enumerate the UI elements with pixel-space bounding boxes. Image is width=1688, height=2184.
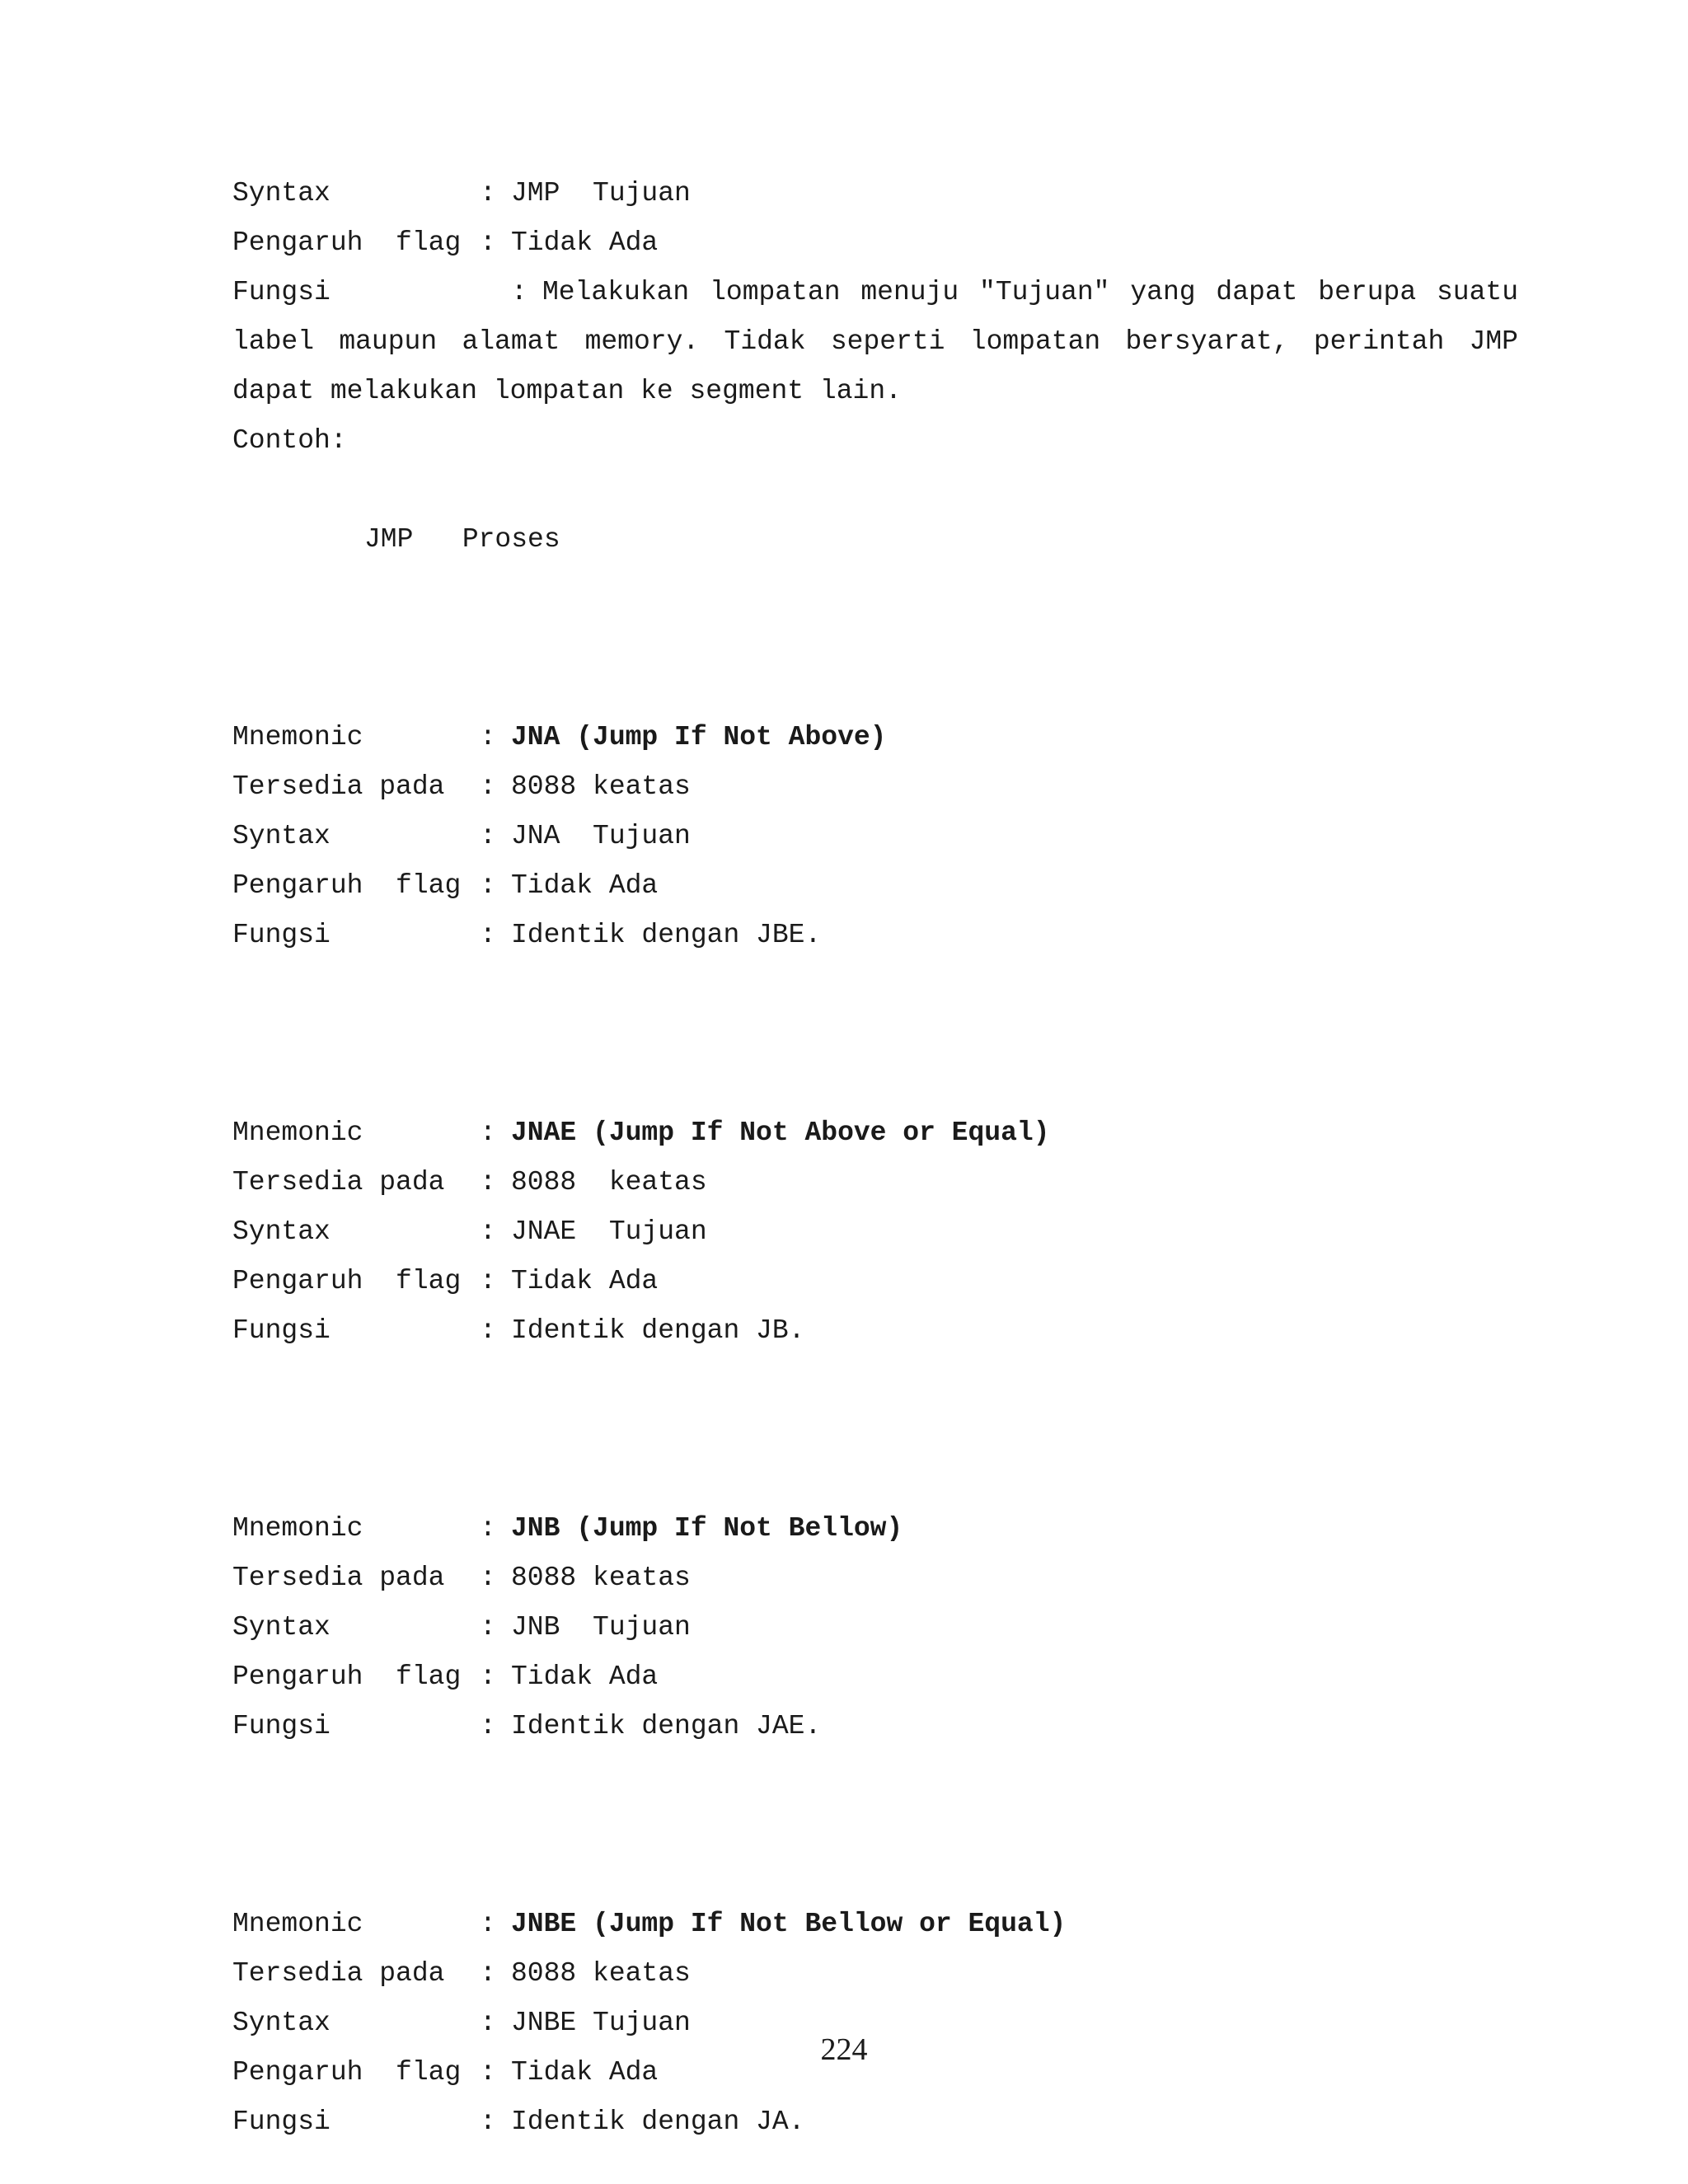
mnemonic-value: JNA (Jump If Not Above) bbox=[511, 722, 887, 752]
fungsi-last-line: dapat melakukan lompatan ke segment lain. bbox=[232, 376, 902, 406]
instruction-section bbox=[232, 1504, 1518, 1751]
spacer bbox=[232, 1751, 1518, 1900]
field-colon: : bbox=[480, 1661, 496, 1692]
field-label: Pengaruh flag bbox=[232, 1661, 462, 1692]
mnemonic-value: JNAE (Jump If Not Above or Equal) bbox=[511, 1118, 1050, 1148]
field-value: Identik dengan JA. bbox=[511, 2107, 805, 2137]
syntax-row bbox=[232, 812, 1518, 861]
field-value: Tidak Ada bbox=[511, 1266, 659, 1296]
flag-row bbox=[232, 1257, 1518, 1306]
field-colon: : bbox=[480, 722, 496, 752]
field-label: Mnemonic bbox=[232, 1909, 363, 1939]
field-colon: : bbox=[480, 1118, 496, 1148]
field-value: JMP Tujuan bbox=[511, 178, 691, 209]
mnemonic-value: JNBE (Jump If Not Bellow or Equal) bbox=[511, 1909, 1067, 1939]
field-colon: : bbox=[480, 1266, 496, 1296]
field-label: Tersedia pada bbox=[232, 1563, 445, 1593]
field-label: Syntax bbox=[232, 1216, 331, 1247]
instruction-section bbox=[232, 1108, 1518, 1356]
field-label: Mnemonic bbox=[232, 1513, 363, 1544]
field-label: Fungsi bbox=[232, 277, 331, 307]
example-code: JMP Proses bbox=[364, 524, 560, 555]
field-value: Melakukan lompatan menuju "Tujuan" yang dapat berupa suatu bbox=[542, 277, 1518, 307]
mnemonic-row bbox=[232, 713, 1518, 762]
field-label: Fungsi bbox=[232, 2107, 331, 2137]
field-colon: : bbox=[480, 1909, 496, 1939]
field-label: Mnemonic bbox=[232, 1118, 363, 1148]
page-content bbox=[232, 169, 1518, 2147]
field-colon: : bbox=[480, 1612, 496, 1643]
page-number: 224 bbox=[820, 2032, 868, 2067]
spacer bbox=[232, 960, 1518, 1108]
field-label: Fungsi bbox=[232, 920, 331, 950]
field-colon: : bbox=[480, 1315, 496, 1346]
field-label: Tersedia pada bbox=[232, 1167, 445, 1197]
field-value: Tidak Ada bbox=[511, 227, 659, 258]
field-label: Syntax bbox=[232, 178, 331, 209]
jmp-flag-row bbox=[232, 218, 1518, 268]
field-value: Tidak Ada bbox=[511, 1661, 659, 1692]
field-value: 8088 keatas bbox=[511, 771, 691, 802]
field-label: Pengaruh flag bbox=[232, 227, 462, 258]
field-colon: : bbox=[511, 277, 528, 307]
field-label: Mnemonic bbox=[232, 722, 363, 752]
fungsi-row bbox=[232, 2097, 1518, 2147]
mnemonic-row bbox=[232, 1900, 1518, 1949]
field-value: Identik dengan JAE. bbox=[511, 1711, 822, 1741]
fungsi-continuation-line: label maupun alamat memory. Tidak seperti lompatan bersyarat, perintah JMP bbox=[232, 326, 1518, 357]
field-label: Syntax bbox=[232, 2008, 331, 2038]
instruction-section bbox=[232, 1900, 1518, 2147]
field-colon: : bbox=[480, 2008, 496, 2038]
field-value: JNA Tujuan bbox=[511, 821, 691, 851]
tersedia-row bbox=[232, 762, 1518, 812]
field-label: Fungsi bbox=[232, 1711, 331, 1741]
field-colon: : bbox=[480, 1563, 496, 1593]
field-colon: : bbox=[480, 227, 496, 258]
syntax-row bbox=[232, 1603, 1518, 1652]
flag-row bbox=[232, 1652, 1518, 1702]
tersedia-row bbox=[232, 1949, 1518, 1999]
field-label: Pengaruh flag bbox=[232, 2057, 462, 2088]
field-colon: : bbox=[480, 178, 496, 209]
flag-row bbox=[232, 861, 1518, 911]
field-colon: : bbox=[480, 771, 496, 802]
jmp-fungsi-paragraph bbox=[232, 268, 1518, 416]
field-colon: : bbox=[480, 1167, 496, 1197]
field-colon: : bbox=[480, 870, 496, 901]
field-label: Fungsi bbox=[232, 1315, 331, 1346]
field-colon: : bbox=[480, 2057, 496, 2088]
field-colon: : bbox=[480, 1711, 496, 1741]
spacer bbox=[232, 565, 1518, 713]
field-label: Pengaruh flag bbox=[232, 870, 462, 901]
field-colon: : bbox=[480, 2107, 496, 2137]
instruction-section bbox=[232, 713, 1518, 960]
contoh-label: Contoh: bbox=[232, 425, 347, 456]
field-label: Pengaruh flag bbox=[232, 1266, 462, 1296]
mnemonic-row bbox=[232, 1108, 1518, 1158]
field-value: JNAE Tujuan bbox=[511, 1216, 707, 1247]
mnemonic-row bbox=[232, 1504, 1518, 1554]
field-value: 8088 keatas bbox=[511, 1563, 691, 1593]
field-colon: : bbox=[480, 1958, 496, 1989]
field-label: Syntax bbox=[232, 1612, 331, 1643]
fungsi-row bbox=[232, 1306, 1518, 1356]
field-value: 8088 keatas bbox=[511, 1167, 707, 1197]
spacer bbox=[232, 1356, 1518, 1504]
jmp-syntax-row bbox=[232, 169, 1518, 218]
field-value: Identik dengan JBE. bbox=[511, 920, 822, 950]
field-value: Tidak Ada bbox=[511, 870, 659, 901]
field-value: Tidak Ada bbox=[511, 2057, 659, 2088]
field-value: Identik dengan JB. bbox=[511, 1315, 805, 1346]
field-label: Tersedia pada bbox=[232, 1958, 445, 1989]
fungsi-row bbox=[232, 1702, 1518, 1751]
tersedia-row bbox=[232, 1158, 1518, 1207]
syntax-row bbox=[232, 1207, 1518, 1257]
field-colon: : bbox=[480, 920, 496, 950]
field-value: 8088 keatas bbox=[511, 1958, 691, 1989]
tersedia-row bbox=[232, 1554, 1518, 1603]
field-label: Tersedia pada bbox=[232, 771, 445, 802]
field-colon: : bbox=[480, 1513, 496, 1544]
fungsi-row bbox=[232, 911, 1518, 960]
field-value: JNB Tujuan bbox=[511, 1612, 691, 1643]
field-colon: : bbox=[480, 821, 496, 851]
field-label: Syntax bbox=[232, 821, 331, 851]
field-value: JNBE Tujuan bbox=[511, 2008, 691, 2038]
fungsi-first-line bbox=[232, 268, 1518, 317]
mnemonic-value: JNB (Jump If Not Bellow) bbox=[511, 1513, 903, 1544]
spacer bbox=[232, 466, 1518, 515]
field-colon: : bbox=[480, 1216, 496, 1247]
